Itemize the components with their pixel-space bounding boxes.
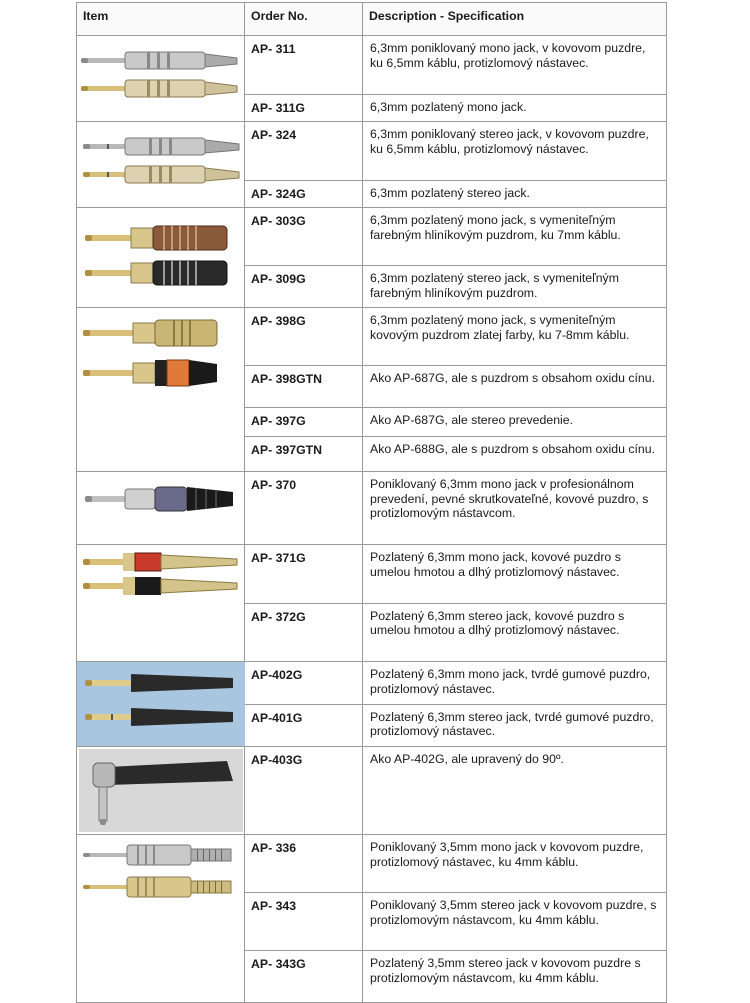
description: Pozlatený 3,5mm stereo jack v kovovom puzdre s protizlomovým nástavcom, ku 4mm káblu. — [363, 951, 667, 1003]
description: 6,3mm pozlatený mono jack, s vymeniteľným farebným hliníkovým puzdrom, ku 7mm káblu. — [363, 208, 667, 266]
description: 6,3mm poniklovaný stereo jack, v kovovom puzdre, ku 6,5mm káblu, protizlomový nástavec. — [363, 122, 667, 181]
order-number: AP- 311 — [245, 36, 363, 95]
jack-plug-3-5-gold — [83, 877, 231, 897]
jack-plug-red-spring — [83, 553, 237, 571]
table-row — [77, 747, 667, 835]
description: Pozlatený 6,3mm mono jack, kovové puzdro s umelou hmotou a dlhý protizlomový nástavec. — [363, 545, 667, 604]
table-row — [77, 36, 667, 95]
jack-plug-gold-body — [83, 320, 217, 346]
description: Pozlatený 6,3mm stereo jack, kovové puzdro s umelou hmotou a dlhý protizlomový nástavec. — [363, 603, 667, 662]
order-number: AP- 324 — [245, 122, 363, 181]
description: Poniklovaný 6,3mm mono jack v profesionálnom prevedení, pevné skrutkovateľné, kovové puzdro, s protizlomovým nástavcom. — [363, 472, 667, 545]
order-number: AP- 397G — [245, 408, 363, 437]
order-number: AP- 311G — [245, 94, 363, 121]
order-number: AP- 336 — [245, 835, 363, 893]
description: Ako AP-402G, ale upravený do 90º. — [363, 747, 667, 835]
order-number: AP- 309G — [245, 266, 363, 308]
order-number: AP- 303G — [245, 208, 363, 266]
table-header — [77, 3, 667, 36]
product-image-ap398g — [77, 308, 245, 472]
header-description: Description - Specification — [363, 3, 667, 36]
jack-plug-3-5-nickel — [83, 845, 231, 865]
jack-plug-professional — [85, 487, 233, 511]
table-row — [77, 122, 667, 181]
order-number: AP- 397GTN — [245, 437, 363, 472]
order-number: AP- 343 — [245, 893, 363, 951]
product-image-ap303g — [77, 208, 245, 308]
product-image-ap371g — [77, 545, 245, 662]
product-image-ap402g — [77, 662, 245, 747]
product-image-ap403g — [77, 747, 245, 835]
order-number: AP- 324G — [245, 180, 363, 207]
jack-plug-nickel — [81, 52, 237, 69]
order-number: AP- 398GTN — [245, 366, 363, 408]
header-item: Item — [77, 3, 245, 36]
description: Pozlatený 6,3mm stereo jack, tvrdé gumové puzdro, protizlomový nástavec. — [363, 704, 667, 747]
jack-plug-gold — [83, 166, 239, 183]
description: Pozlatený 6,3mm mono jack, tvrdé gumové puzdro, protizlomový nástavec. — [363, 662, 667, 705]
product-image-ap324 — [77, 122, 245, 208]
jack-plug-black-spring — [83, 577, 237, 595]
order-number: AP-403G — [245, 747, 363, 835]
order-number: AP- 372G — [245, 603, 363, 662]
table-row — [77, 472, 667, 545]
description: Poniklovaný 3,5mm mono jack v kovovom puzdre, protizlomový nástavec, ku 4mm káblu. — [363, 835, 667, 893]
order-number: AP- 398G — [245, 308, 363, 366]
table-row — [77, 835, 667, 893]
jack-plug-copper — [85, 226, 227, 250]
description: 6,3mm poniklovaný mono jack, v kovovom puzdre, ku 6,5mm káblu, protizlomový nástavec. — [363, 36, 667, 95]
description: 6,3mm pozlatený stereo jack, s vymeniteľným farebným hliníkovým puzdrom. — [363, 266, 667, 308]
description: Ako AP-687G, ale s puzdrom s obsahom oxidu cínu. — [363, 366, 667, 408]
table-row — [77, 208, 667, 266]
jack-plug-nickel — [83, 138, 239, 155]
order-number: AP- 371G — [245, 545, 363, 604]
description: Ako AP-688G, ale s puzdrom s obsahom oxidu cínu. — [363, 437, 667, 472]
order-number: AP-401G — [245, 704, 363, 747]
description: 6,3mm pozlatený stereo jack. — [363, 180, 667, 207]
order-number: AP- 343G — [245, 951, 363, 1003]
jack-plug-gold — [81, 80, 237, 97]
product-image-ap336 — [77, 835, 245, 1003]
description: Ako AP-687G, ale stereo prevedenie. — [363, 408, 667, 437]
order-number: AP- 370 — [245, 472, 363, 545]
description: 6,3mm pozlatený mono jack. — [363, 94, 667, 121]
table-row — [77, 545, 667, 604]
order-number: AP-402G — [245, 662, 363, 705]
table-row — [77, 308, 667, 366]
header-order-no: Order No. — [245, 3, 363, 36]
product-image-ap370 — [77, 472, 245, 545]
jack-plug-orange-black — [83, 360, 217, 386]
product-table — [76, 2, 667, 1003]
description: 6,3mm pozlatený mono jack, s vymeniteľným kovovým puzdrom zlatej farby, ku 7-8mm káblu. — [363, 308, 667, 366]
product-image-ap311 — [77, 36, 245, 122]
description: Poniklovaný 3,5mm stereo jack v kovovom puzdre, s protizlomovým nástavcom, ku 4mm káblu. — [363, 893, 667, 951]
jack-plug-black — [85, 261, 227, 285]
table-row — [77, 662, 667, 705]
